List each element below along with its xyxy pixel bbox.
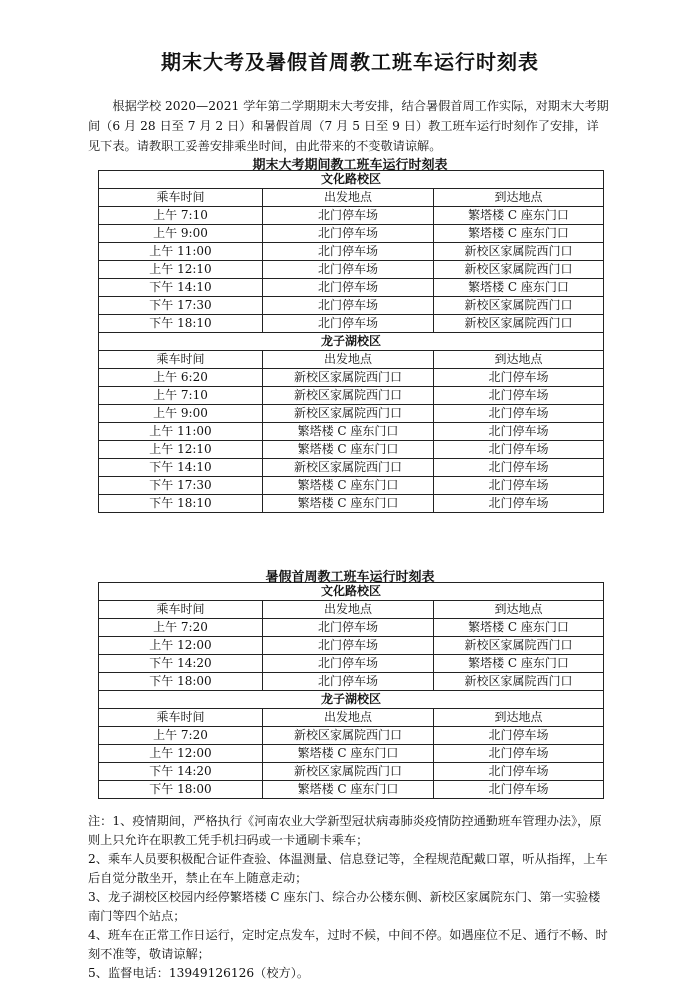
intro-paragraph: 根据学校 2020—2021 学年第二学期期末大考安排，结合暑假首周工作实际，对期末大考期间（6 月 28 日至 7 月 2 日）和暑假首周（7 月 5 日至 9 日）教工班车运行时刻作了安排，详见下表。请教职工妥善安排乘坐时间，由此带来的不变敬请谅解。 xyxy=(88,99,609,153)
departure-time: 上午 11:00 xyxy=(99,423,263,441)
departure-place: 新校区家属院西门口 xyxy=(263,387,434,405)
table-row xyxy=(99,423,604,441)
note-3: 3、龙子湖校区校园内经停繁塔楼 C 座东门、综合办公楼东侧、新校区家属院东门、第一实验楼南门等四个站点； xyxy=(88,890,601,923)
departure-time: 下午 18:00 xyxy=(99,781,263,799)
departure-time: 下午 14:10 xyxy=(99,279,263,297)
departure-place: 繁塔楼 C 座东门口 xyxy=(263,495,434,513)
campus-name: 文化路校区 xyxy=(99,171,604,189)
arrival-place: 新校区家属院西门口 xyxy=(434,315,604,333)
header-departure: 出发地点 xyxy=(263,709,434,727)
departure-place: 北门停车场 xyxy=(263,225,434,243)
table-row xyxy=(99,459,604,477)
summer-schedule-table xyxy=(98,582,604,799)
arrival-place: 新校区家属院西门口 xyxy=(434,261,604,279)
departure-time: 上午 12:10 xyxy=(99,261,263,279)
campus-name: 文化路校区 xyxy=(99,583,604,601)
header-row xyxy=(99,351,604,369)
departure-place: 繁塔楼 C 座东门口 xyxy=(263,477,434,495)
arrival-place: 北门停车场 xyxy=(434,763,604,781)
departure-place: 新校区家属院西门口 xyxy=(263,369,434,387)
departure-time: 下午 18:10 xyxy=(99,315,263,333)
arrival-place: 北门停车场 xyxy=(434,441,604,459)
table-row xyxy=(99,673,604,691)
arrival-place: 北门停车场 xyxy=(434,459,604,477)
table-row xyxy=(99,655,604,673)
table-row xyxy=(99,781,604,799)
departure-place: 北门停车场 xyxy=(263,637,434,655)
exam-schedule-table xyxy=(98,170,604,513)
departure-time: 下午 18:00 xyxy=(99,673,263,691)
departure-place: 北门停车场 xyxy=(263,279,434,297)
table-row xyxy=(99,369,604,387)
departure-place: 新校区家属院西门口 xyxy=(263,459,434,477)
page-title: 期末大考及暑假首周教工班车运行时刻表 xyxy=(161,50,539,74)
header-arrival: 到达地点 xyxy=(434,601,604,619)
arrival-place: 新校区家属院西门口 xyxy=(434,297,604,315)
header-arrival: 到达地点 xyxy=(434,709,604,727)
header-arrival: 到达地点 xyxy=(434,351,604,369)
note-4: 4、班车在正常工作日运行，定时定点发车，过时不候，中间不停。如遇座位不足、通行不畅、时刻不准等，敬请谅解； xyxy=(88,928,608,961)
departure-time: 上午 7:20 xyxy=(99,727,263,745)
table-row xyxy=(99,727,604,745)
departure-time: 上午 6:20 xyxy=(99,369,263,387)
arrival-place: 繁塔楼 C 座东门口 xyxy=(434,655,604,673)
arrival-place: 北门停车场 xyxy=(434,477,604,495)
departure-time: 上午 12:10 xyxy=(99,441,263,459)
arrival-place: 北门停车场 xyxy=(434,369,604,387)
header-departure: 出发地点 xyxy=(263,189,434,207)
arrival-place: 繁塔楼 C 座东门口 xyxy=(434,207,604,225)
departure-time: 下午 14:20 xyxy=(99,763,263,781)
departure-place: 新校区家属院西门口 xyxy=(263,763,434,781)
note-2: 2、乘车人员要积极配合证件查验、体温测量、信息登记等，全程规范配戴口罩，听从指挥，上车后自觉分散坐开，禁止在车上随意走动； xyxy=(88,852,608,885)
departure-place: 北门停车场 xyxy=(263,655,434,673)
departure-time: 上午 12:00 xyxy=(99,745,263,763)
departure-time: 上午 9:00 xyxy=(99,405,263,423)
departure-time: 上午 12:00 xyxy=(99,637,263,655)
header-row xyxy=(99,189,604,207)
table-row xyxy=(99,495,604,513)
arrival-place: 新校区家属院西门口 xyxy=(434,637,604,655)
departure-place: 北门停车场 xyxy=(263,261,434,279)
departure-time: 下午 14:20 xyxy=(99,655,263,673)
departure-time: 下午 17:30 xyxy=(99,477,263,495)
header-row xyxy=(99,601,604,619)
arrival-place: 繁塔楼 C 座东门口 xyxy=(434,225,604,243)
header-arrival: 到达地点 xyxy=(434,189,604,207)
departure-place: 北门停车场 xyxy=(263,243,434,261)
departure-place: 北门停车场 xyxy=(263,207,434,225)
header-time: 乘车时间 xyxy=(99,709,263,727)
table-row xyxy=(99,279,604,297)
departure-time: 下午 14:10 xyxy=(99,459,263,477)
arrival-place: 新校区家属院西门口 xyxy=(434,243,604,261)
header-departure: 出发地点 xyxy=(263,601,434,619)
departure-place: 北门停车场 xyxy=(263,673,434,691)
departure-time: 下午 17:30 xyxy=(99,297,263,315)
table-row xyxy=(99,637,604,655)
header-time: 乘车时间 xyxy=(99,351,263,369)
departure-time: 上午 7:20 xyxy=(99,619,263,637)
departure-place: 北门停车场 xyxy=(263,297,434,315)
header-time: 乘车时间 xyxy=(99,601,263,619)
campus-row xyxy=(99,171,604,189)
table-row xyxy=(99,763,604,781)
departure-time: 上午 11:00 xyxy=(99,243,263,261)
table-row xyxy=(99,405,604,423)
table-row xyxy=(99,477,604,495)
arrival-place: 北门停车场 xyxy=(434,495,604,513)
departure-place: 北门停车场 xyxy=(263,315,434,333)
table-row xyxy=(99,441,604,459)
arrival-place: 繁塔楼 C 座东门口 xyxy=(434,279,604,297)
note-1: 注：1、疫情期间，严格执行《河南农业大学新型冠状病毒肺炎疫情防控通勤班车管理办法》，原则上只允许在职教工凭手机扫码或一卡通刷卡乘车； xyxy=(88,814,602,847)
campus-row xyxy=(99,691,604,709)
note-5: 5、监督电话：13949126126（校方）。 xyxy=(88,966,310,980)
arrival-place: 北门停车场 xyxy=(434,405,604,423)
table-row xyxy=(99,619,604,637)
table-row xyxy=(99,207,604,225)
departure-time: 上午 7:10 xyxy=(99,387,263,405)
campus-name: 龙子湖校区 xyxy=(99,691,604,709)
arrival-place: 新校区家属院西门口 xyxy=(434,673,604,691)
arrival-place: 北门停车场 xyxy=(434,423,604,441)
departure-place: 繁塔楼 C 座东门口 xyxy=(263,781,434,799)
departure-place: 繁塔楼 C 座东门口 xyxy=(263,423,434,441)
departure-place: 北门停车场 xyxy=(263,619,434,637)
campus-row xyxy=(99,583,604,601)
table-row xyxy=(99,387,604,405)
arrival-place: 北门停车场 xyxy=(434,387,604,405)
table-row xyxy=(99,315,604,333)
arrival-place: 繁塔楼 C 座东门口 xyxy=(434,619,604,637)
arrival-place: 北门停车场 xyxy=(434,745,604,763)
header-departure: 出发地点 xyxy=(263,351,434,369)
header-row xyxy=(99,709,604,727)
departure-place: 繁塔楼 C 座东门口 xyxy=(263,441,434,459)
summer-schedule-title: 暑假首周教工班车运行时刻表 xyxy=(265,570,435,585)
table-row xyxy=(99,297,604,315)
arrival-place: 北门停车场 xyxy=(434,727,604,745)
header-time: 乘车时间 xyxy=(99,189,263,207)
departure-time: 上午 7:10 xyxy=(99,207,263,225)
campus-name: 龙子湖校区 xyxy=(99,333,604,351)
departure-time: 下午 18:10 xyxy=(99,495,263,513)
campus-row xyxy=(99,333,604,351)
table-row xyxy=(99,745,604,763)
table-row xyxy=(99,261,604,279)
departure-place: 新校区家属院西门口 xyxy=(263,405,434,423)
table-row xyxy=(99,225,604,243)
notes-section xyxy=(88,812,612,983)
arrival-place: 北门停车场 xyxy=(434,781,604,799)
table-row xyxy=(99,243,604,261)
departure-place: 繁塔楼 C 座东门口 xyxy=(263,745,434,763)
exam-schedule-title: 期末大考期间教工班车运行时刻表 xyxy=(252,158,448,173)
departure-time: 上午 9:00 xyxy=(99,225,263,243)
departure-place: 新校区家属院西门口 xyxy=(263,727,434,745)
